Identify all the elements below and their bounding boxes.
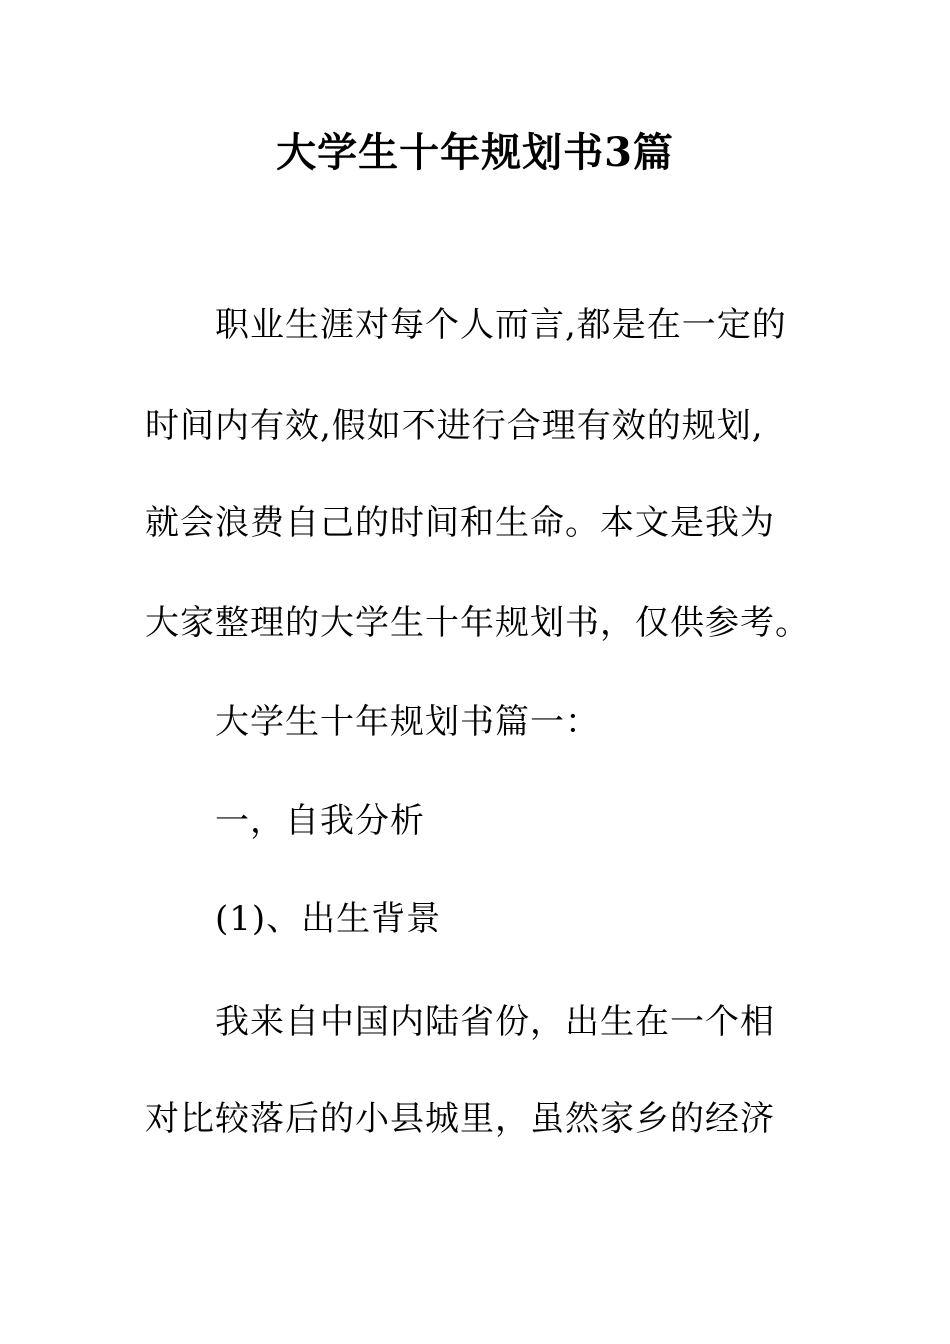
intro-paragraph-line-1: 职业生涯对每个人而言,都是在一定的 xyxy=(215,305,787,345)
section-heading: 大学生十年规划书篇一： xyxy=(215,702,600,742)
intro-paragraph-line-2: 时间内有效,假如不进行合理有效的规划, xyxy=(145,406,764,446)
intro-paragraph-line-4: 大家整理的大学生十年规划书，仅供参考。 xyxy=(145,603,810,643)
subsection-heading: 一，自我分析 xyxy=(215,801,425,841)
body-paragraph-line-1: 我来自中国内陆省份，出生在一个相 xyxy=(215,1002,775,1042)
document-title: 大学生十年规划书3篇 xyxy=(276,129,674,176)
body-paragraph-line-2: 对比较落后的小县城里，虽然家乡的经济 xyxy=(145,1099,775,1139)
item-heading: (1)、出生背景 xyxy=(215,899,442,939)
intro-paragraph-line-3: 就会浪费自己的时间和生命。本文是我为 xyxy=(145,503,775,543)
